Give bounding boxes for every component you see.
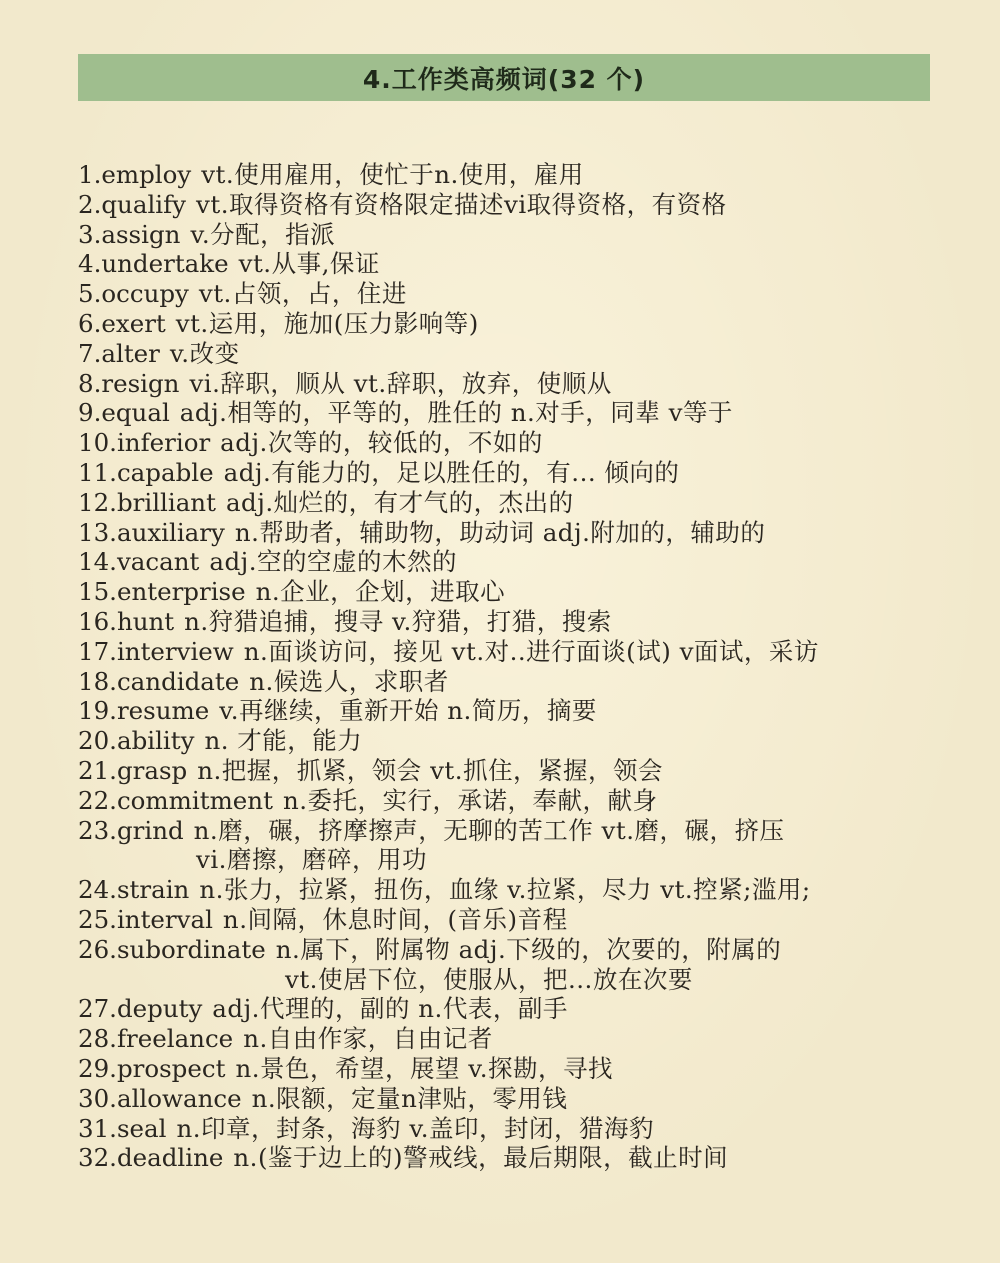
vocab-row xyxy=(78,965,978,995)
vocab-word: 8.resign xyxy=(78,368,180,398)
vocab-definition: n.张力，拉紧，扭伤，血缘 v.拉紧，尽力 vt.控紧;滥用; xyxy=(199,875,811,905)
vocab-row xyxy=(78,637,978,667)
vocab-row xyxy=(78,994,978,1024)
vocab-row xyxy=(78,696,978,726)
vocab-row xyxy=(78,309,978,339)
vocab-row xyxy=(78,875,978,905)
vocab-word: 9.equal xyxy=(78,398,170,428)
vocab-word: 28.freelance xyxy=(78,1024,234,1054)
vocab-definition: vt.占领，占，住进 xyxy=(198,279,407,309)
vocab-word: 16.hunt xyxy=(78,606,175,636)
vocab-definition: vi.磨擦，磨碎，用功 xyxy=(196,845,427,875)
vocab-row xyxy=(78,547,978,577)
vocab-word: 14.vacant xyxy=(78,547,200,577)
vocab-row xyxy=(78,1143,978,1173)
vocab-word: 3.assign xyxy=(78,219,181,249)
vocab-definition: n.间隔，休息时间，(音乐)音程 xyxy=(222,904,568,934)
vocab-definition: vi.辞职，顺从 vt.辞职，放弃，使顺从 xyxy=(189,368,612,398)
vocab-list xyxy=(78,160,978,1173)
vocab-definition: v.改变 xyxy=(169,338,240,368)
vocab-word: 29.prospect xyxy=(78,1053,226,1083)
vocab-definition: n.景色，希望，展望 v.探勘，寻找 xyxy=(235,1053,614,1083)
vocab-definition: n.属下，附属物 adj.下级的，次要的，附属的 xyxy=(275,934,782,964)
vocab-word: 22.commitment xyxy=(78,785,273,815)
vocab-word: 24.strain xyxy=(78,875,190,905)
vocab-row xyxy=(78,905,978,935)
vocab-definition: n.帮助者，辅助物，助动词 adj.附加的，辅助的 xyxy=(234,517,766,547)
vocab-definition: n.磨，碾，挤摩擦声，无聊的苦工作 vt.磨，碾，挤压 xyxy=(193,815,785,845)
vocab-word: 18.candidate xyxy=(78,666,240,696)
vocab-row xyxy=(78,1084,978,1114)
vocab-definition: adj.空的空虚的木然的 xyxy=(209,547,458,577)
vocab-row xyxy=(78,339,978,369)
vocab-row xyxy=(78,786,978,816)
vocab-definition: n.印章，封条，海豹 v.盖印，封闭，猎海豹 xyxy=(176,1113,655,1143)
vocab-row xyxy=(78,398,978,428)
vocab-definition: n.候选人，求职者 xyxy=(249,666,449,696)
vocab-word: 31.seal xyxy=(78,1113,167,1143)
vocab-definition: n.面谈访问，接见 vt.对..进行面谈(试) v面试，采访 xyxy=(243,636,819,666)
vocab-row xyxy=(78,220,978,250)
vocab-definition: vt.从事,保证 xyxy=(238,249,380,279)
vocab-definition: adj.相等的，平等的，胜任的 n.对手，同辈 v等于 xyxy=(179,398,733,428)
vocab-word: 12.brilliant xyxy=(78,487,216,517)
vocab-word: 17.interview xyxy=(78,636,234,666)
vocab-definition: adj.灿烂的，有才气的，杰出的 xyxy=(225,487,574,517)
vocab-word: 26.subordinate xyxy=(78,934,266,964)
vocab-word: 1.employ xyxy=(78,160,192,189)
vocab-word: 20.ability xyxy=(78,726,195,756)
vocab-word: 30.allowance xyxy=(78,1083,242,1113)
vocab-definition: vt.使居下位，使服从，把...放在次要 xyxy=(285,964,693,994)
vocab-row xyxy=(78,518,978,548)
vocab-definition: n.企业，企划，进取心 xyxy=(255,577,506,607)
vocab-word: 11.capable xyxy=(78,457,214,487)
vocab-definition: v.再继续，重新开始 n.简历，摘要 xyxy=(219,696,597,726)
vocab-word: 15.enterprise xyxy=(78,577,246,607)
vocab-row xyxy=(78,726,978,756)
page-title: 4.工作类高频词(32 个) xyxy=(362,64,646,94)
vocab-word: 19.resume xyxy=(78,696,210,726)
vocab-row xyxy=(78,1024,978,1054)
vocab-definition: n.狩猎追捕，搜寻 v.狩猎，打猎，搜索 xyxy=(184,606,612,636)
vocab-word: 2.qualify xyxy=(78,189,187,219)
vocab-definition: vt.使用雇用，使忙于n.使用，雇用 xyxy=(201,160,584,189)
vocab-word: 6.exert xyxy=(78,308,166,338)
vocab-word: 25.interval xyxy=(78,904,213,934)
vocab-definition: adj.有能力的，足以胜任的，有... 倾向的 xyxy=(223,457,680,487)
vocab-row xyxy=(78,816,978,846)
vocab-definition: vt.取得资格有资格限定描述vi取得资格，有资格 xyxy=(196,189,727,219)
vocab-row xyxy=(78,1054,978,1084)
vocab-word: 13.auxiliary xyxy=(78,517,225,547)
vocab-word: 27.deputy xyxy=(78,994,203,1024)
vocab-definition: vt.运用，施加(压力影响等) xyxy=(175,308,479,338)
vocab-row xyxy=(78,845,978,875)
vocab-row xyxy=(78,1114,978,1144)
vocab-word: 5.occupy xyxy=(78,279,189,309)
vocab-definition: n.自由作家，自由记者 xyxy=(243,1024,493,1054)
vocab-definition: n.限额，定量n津贴，零用钱 xyxy=(251,1083,568,1113)
vocab-row xyxy=(78,488,978,518)
vocab-definition: adj.次等的，较低的，不如的 xyxy=(220,428,543,458)
vocab-row xyxy=(78,756,978,786)
vocab-word: 10.inferior xyxy=(78,428,211,458)
vocab-definition: v.分配，指派 xyxy=(190,219,336,249)
vocab-definition: n. 才能，能力 xyxy=(204,726,363,756)
vocab-word: 23.grind xyxy=(78,815,184,845)
vocab-row xyxy=(78,935,978,965)
vocab-row xyxy=(78,458,978,488)
vocab-row xyxy=(78,667,978,697)
vocab-row xyxy=(78,249,978,279)
vocab-row xyxy=(78,190,978,220)
vocab-row xyxy=(78,369,978,399)
vocab-definition: n.(鉴于边上的)警戒线，最后期限，截止时间 xyxy=(233,1143,729,1173)
vocab-word: 7.alter xyxy=(78,338,160,368)
vocab-definition: n.把握，抓紧，领会 vt.抓住，紧握，领会 xyxy=(197,755,664,785)
vocab-row xyxy=(78,279,978,309)
vocab-definition: adj.代理的，副的 n.代表，副手 xyxy=(212,994,568,1024)
vocab-word: 32.deadline xyxy=(78,1143,224,1173)
vocab-row xyxy=(78,428,978,458)
vocab-row xyxy=(78,577,978,607)
vocab-word: 4.undertake xyxy=(78,249,229,279)
vocab-row xyxy=(78,607,978,637)
title-bar xyxy=(78,54,930,101)
vocab-word: 21.grasp xyxy=(78,755,188,785)
vocab-definition: n.委托，实行，承诺，奉献，献身 xyxy=(282,785,658,815)
vocab-row xyxy=(78,160,978,190)
